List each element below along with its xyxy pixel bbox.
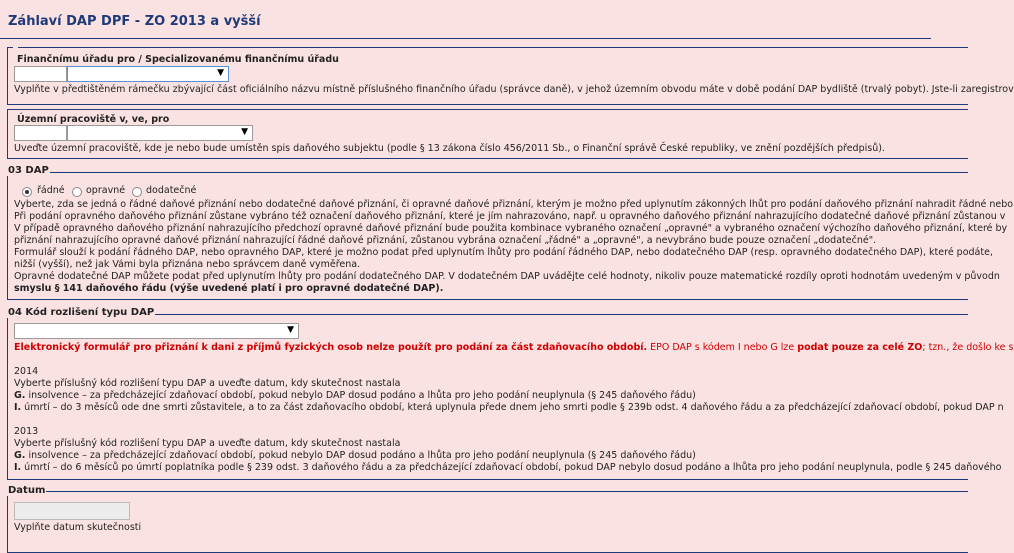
kod-legend: 04 Kód rozlišení typu DAP [8, 307, 155, 318]
kod-warning [14, 342, 1013, 354]
choose-2014: Vyberte příslušný kód rozlišení typu DAP a uveďte datum, kdy skutečnost nastala [14, 378, 401, 389]
radio-opravne-label: opravné [86, 185, 126, 196]
title-divider [0, 38, 931, 39]
chevron-down-icon: ▼ [241, 127, 248, 137]
fu-prefix-input[interactable] [14, 66, 67, 82]
dap-bold-line: smyslu § 141 daňového řádu (výše uvedené platí i pro opravné dodatečné DAP). [14, 283, 444, 294]
up-select[interactable] [67, 125, 253, 141]
datum-section [7, 491, 968, 553]
kod-warning-tail: ; tzn., že došlo ke s [922, 342, 1014, 353]
code-i-2013-label: I. [14, 462, 22, 473]
code-g-2014 [14, 390, 696, 402]
dap-text-line: Při podání opravného daňového přiznání zůstane vybráno též označení daňového přiznání, které je jím nahrazováno, např. u opravného daňového přiznání nahrazujícího dodatečné daňové přiznání zůstanou v [14, 211, 1006, 222]
dap-text-line: přiznání nahrazujícího opravné daňové přiznání nahrazující řádné daňové přiznání, zůstanou vybrána označení „řádné" a „opravné", a nevybráno bude pouze označení „dodatečné". [14, 235, 877, 246]
chevron-down-icon: ▼ [217, 68, 224, 78]
dap-text-line: Formulář slouží k podání řádného DAP, nebo opravného DAP, které je možno podat před uplynutím lhůty pro podání řádného DAP, nebo dodatečného DAP (resp. opravného dodatečného DAP), které podáte, [14, 247, 993, 258]
up-legend-text: Územní pracoviště v, ve, pro [17, 114, 170, 125]
datum-input[interactable] [14, 502, 130, 520]
dap-text-line: V případě opravného daňového přiznání nahrazujícího předchozí opravné daňové přiznání bude použita kombinace vybraného označení „opravné" a vybraného označení výchozího daňového přiznání, které by [14, 223, 1008, 234]
page-title: Záhlaví DAP DPF - ZO 2013 a vyšší [8, 14, 261, 29]
radio-dodatecne-label: dodatečné [146, 185, 197, 196]
year-2014: 2014 [14, 366, 39, 377]
dap-text-line: Vyberte, zda se jedná o řádné daňové přiznání nebo dodatečné daňové přiznání, či opravné daňové přiznání, kterým je možno před uplynutím zákonných lhůt pro podání daňového přiznání nahradit řádné nebo [14, 199, 1014, 210]
up-help-text: Uveďte územní pracoviště, kde je nebo bude umístěn spis daňového subjektu (podle § 13 zákona číslo 456/2011 Sb., o Finanční správě České republiky, ve znění pozdějších předpisů). [14, 143, 885, 154]
kod-select[interactable] [14, 323, 299, 339]
kod-warning-normal: EPO DAP s kódem I nebo G lze [647, 342, 798, 353]
code-i-2014 [14, 402, 1004, 414]
fu-legend [13, 41, 18, 52]
code-g-2013-text: insolvence – za předcházející zdaňovací období, pokud nebylo DAP dosud podáno a lhůta pro jeho podání neuplynula (§ 245 daňového řádu) [25, 450, 696, 461]
code-g-2013 [14, 450, 696, 462]
up-prefix-input[interactable] [14, 125, 67, 141]
code-g-2013-label: G. [14, 450, 26, 461]
choose-2013: Vyberte příslušný kód rozlišení typu DAP a uveďte datum, kdy skutečnost nastala [14, 438, 401, 449]
fu-legend-text: Finančnímu úřadu pro / Specializovanému finančnímu úřadu [17, 54, 339, 65]
datum-legend: Datum [8, 485, 46, 496]
code-g-2014-label: G. [14, 390, 26, 401]
dap-text-line: nižší (vyšší), než jak Vámi byla přiznána nebo správcem daně vyměřena. [14, 259, 361, 270]
kod-warning-bold2: podat pouze za celé ZO [797, 342, 923, 353]
code-i-2014-label: I. [14, 402, 22, 413]
code-g-2014-text: insolvence – za předcházející zdaňovací období, pokud nebylo DAP dosud podáno a lhůta pro jeho podání neuplynula (§ 245 daňového řádu) [25, 390, 696, 401]
fu-help-text: Vyplňte v předtištěném rámečku zbývající část oficiálního názvu místně příslušného finančního úřadu (správce daně), v jehož územním obvodu máte v době podání DAP bydliště (trvalý pobyt). Jste-li zaregistrov [14, 84, 1014, 95]
fu-select[interactable] [67, 66, 229, 82]
chevron-down-icon: ▼ [287, 325, 294, 335]
code-i-2014-text: úmrtí – do 3 měsíců ode dne smrti zůstavitele, a to za část zdaňovacího období, která uplynula přede dnem jeho smrti podle § 239b odst. 4 daňového řádu a za předcházející zdaňovací období, pokud DAP n [21, 402, 1004, 413]
datum-help-text: Vyplňte datum skutečnosti [14, 522, 142, 533]
radio-radne-label: řádné [37, 185, 65, 196]
code-i-2013 [14, 462, 1001, 474]
year-2013: 2013 [14, 426, 39, 437]
dap-legend: 03 DAP [8, 165, 49, 176]
radio-opravne[interactable] [72, 187, 82, 197]
code-i-2013-text: úmrtí – do 6 měsíců po úmrtí poplatníka podle § 239 odst. 3 daňového řádu a za předcházející zdaňovací období, pokud DAP nebylo dosud podáno a lhůta pro jeho podání neuplynula, podle § 245 daňového [21, 462, 1002, 473]
dap-text-line: Opravné dodatečné DAP můžete podat před uplynutím lhůty pro podání dodatečného DAP. V dodatečném DAP uvádějte celé hodnoty, nikoliv pouze matematické rozdíly oproti hodnotám uvedeným v původn [14, 271, 1000, 282]
radio-dodatecne[interactable] [132, 187, 142, 197]
radio-radne[interactable] [22, 187, 32, 197]
kod-warning-bold: Elektronický formulář pro přiznání k dani z příjmů fyzických osob nelze použít pro podání za část zdaňovacího období. [14, 342, 648, 353]
